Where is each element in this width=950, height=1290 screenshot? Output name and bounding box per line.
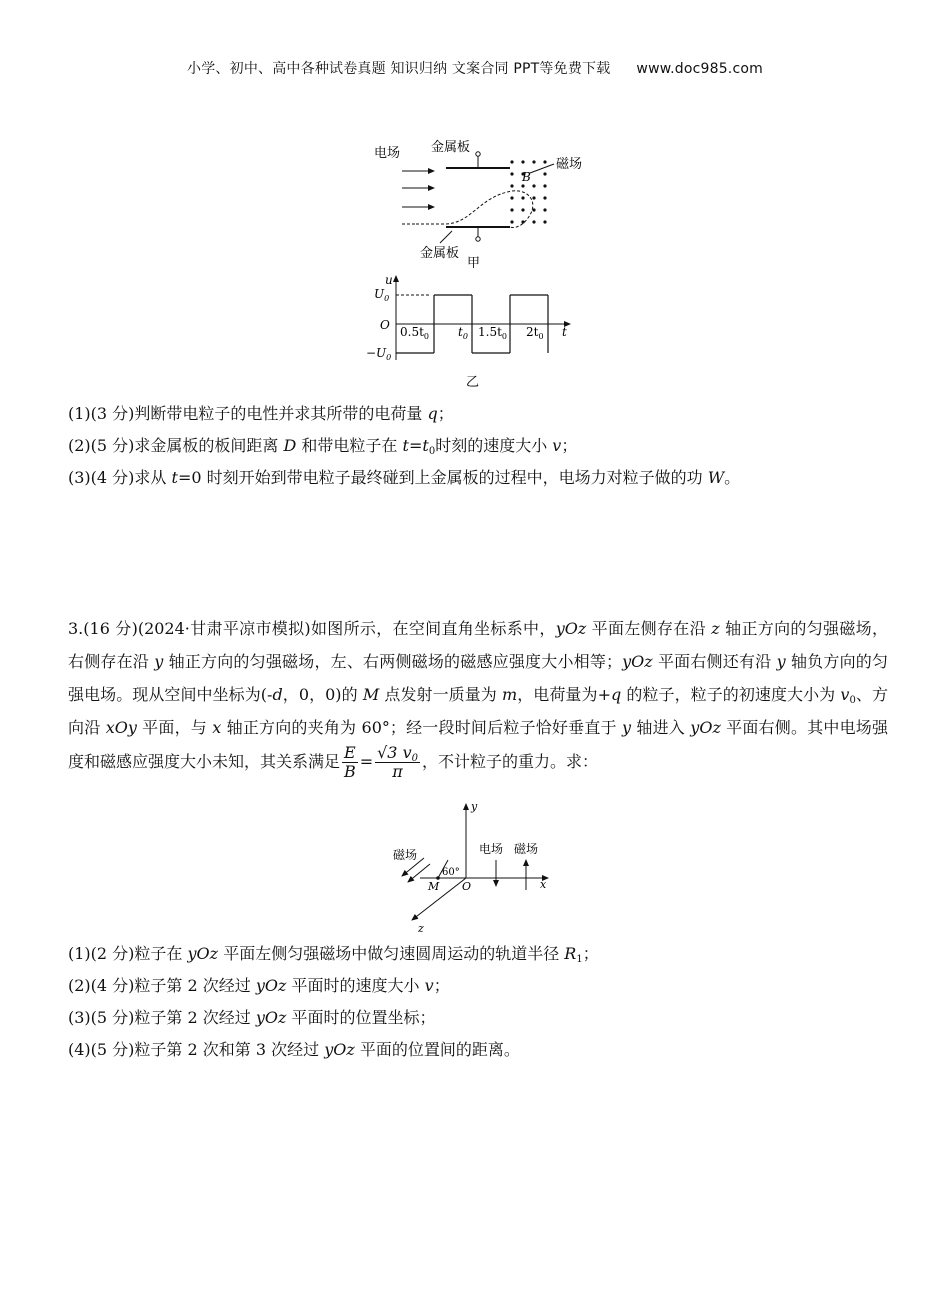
q2-part-1: (1)(3 分)判断带电粒子的电性并求其所带的电荷量 q； bbox=[68, 404, 454, 423]
caption-yi: 乙 bbox=[466, 375, 480, 390]
header-url[interactable]: www.doc985.com bbox=[636, 61, 763, 77]
axis-u-label: u bbox=[385, 273, 393, 287]
q2-part-2: (2)(5 分)求金属板的板间距离 D 和带电粒子在 $t=t_0$时刻的速度大小 v； bbox=[68, 436, 578, 457]
plate-bottom-node bbox=[476, 237, 480, 241]
axis-x-label: x bbox=[540, 878, 547, 891]
tick-t0: $t_0$ bbox=[458, 325, 468, 341]
origin-label: O bbox=[380, 318, 390, 332]
point-M-label: M bbox=[428, 880, 440, 893]
label-bfield: 磁场 bbox=[556, 157, 583, 172]
plate-top-node bbox=[476, 152, 480, 156]
label-plate-top: 金属板 bbox=[431, 140, 471, 155]
fraction-sqrt3v0-over-pi: $\frac{√3 v_0}{\pi}$ bbox=[377, 743, 418, 781]
figure-yi bbox=[360, 272, 590, 392]
q3-part-3: (3)(5 分)粒子第 2 次经过 yOz 平面时的位置坐标； bbox=[68, 1008, 436, 1027]
plate-bottom-leader bbox=[440, 231, 452, 243]
origin-label: O bbox=[462, 880, 472, 893]
label-efield: 电场 bbox=[479, 842, 504, 856]
q3-part-2: (2)(4 分)粒子第 2 次经过 yOz 平面时的速度大小 v； bbox=[68, 976, 450, 995]
axis-z-label: z bbox=[418, 922, 424, 935]
q2-part-3: (3)(4 分)求从 t=0 时刻开始到带电粒子最终碰到上金属板的过程中，电场力对粒子做的功 W。 bbox=[68, 468, 741, 487]
particle-trajectory bbox=[416, 191, 533, 228]
label-efield: 电场 bbox=[374, 146, 401, 161]
label-bfield-left: 磁场 bbox=[393, 848, 418, 862]
angle-label: 60° bbox=[442, 867, 460, 878]
label-bfield-right: 磁场 bbox=[514, 842, 539, 856]
bfield-left-arrow-2 bbox=[408, 864, 430, 882]
figure-3 bbox=[390, 798, 560, 936]
u-pos-label: $U_0$ bbox=[374, 287, 390, 303]
label-B: B bbox=[522, 170, 531, 184]
fraction-E-over-B: $\frac{E}{B}$ bbox=[343, 743, 356, 781]
bfield-leader bbox=[530, 164, 554, 173]
label-plate-bottom: 金属板 bbox=[420, 246, 460, 261]
axis-y-label: y bbox=[471, 800, 478, 813]
q3-statement: 3.(16 分)(2024·甘肃平凉市模拟)如图所示，在空间直角坐标系中，yOz 平面左侧存在沿 z 轴正方向的匀强磁场，右侧存在沿 y 轴正方向的匀强磁场，左、右两侧磁场的磁感应强度大小相等；yOz 平面右侧还有沿 y 轴负方向的匀强电场。现从空间中坐标为(-d，0，0)的 M 点发射一质量为 m，电荷量为+q 的粒子，粒子的初速度大小为 $v_0$、方向沿 xOy 平面，与 x 轴正方向的夹角为 60°；经一段时间后粒子恰好垂直于 y 轴进入 yOz 平面右侧。其中电场强度和磁感应强度大小未知，其关系满足 $\frac{E}{B}$ = $\frac{√3 v_0}{\pi}$ ，不计粒子的重力。求： bbox=[68, 619, 888, 781]
q3-part-4: (4)(5 分)粒子第 2 次和第 3 次经过 yOz 平面的位置间的距离。 bbox=[68, 1040, 520, 1059]
tick-2t0: $2t_0$ bbox=[526, 325, 544, 341]
q3-part-1: (1)(2 分)粒子在 yOz 平面左侧匀强磁场中做匀速圆周运动的轨道半径 $R_1$； bbox=[68, 944, 599, 965]
tick-1.5t0: $1.5t_0$ bbox=[478, 325, 507, 341]
u-neg-label: $-U_0$ bbox=[366, 346, 392, 362]
tick-0.5t0: $0.5t_0$ bbox=[400, 325, 429, 341]
page-header bbox=[0, 58, 950, 78]
caption-jia: 甲 bbox=[467, 256, 481, 270]
header-title: 小学、初中、高中各种试卷真题 知识归纳 文案合同 PPT等免费下载 bbox=[187, 61, 611, 77]
figure-jia bbox=[360, 135, 600, 270]
axis-t-label: t bbox=[562, 325, 567, 339]
